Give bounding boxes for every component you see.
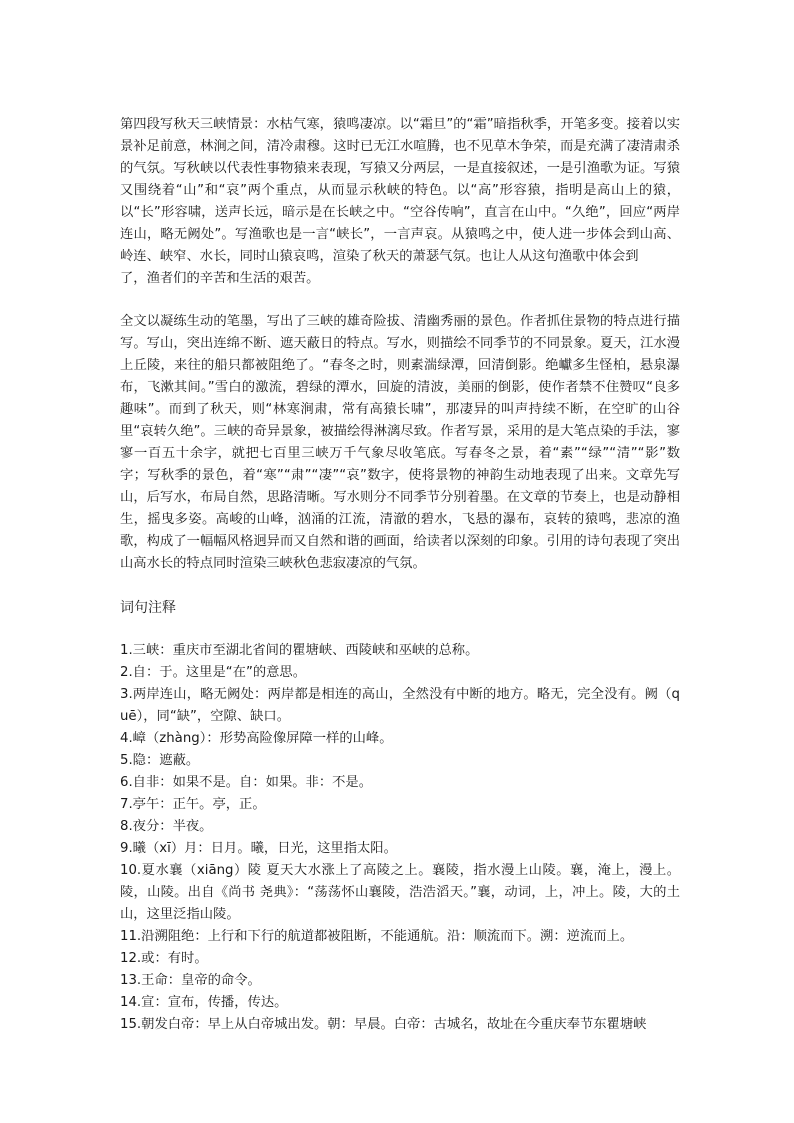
paragraph-summary: 全文以凝练生动的笔墨，写出了三峡的雄奇险拔、清幽秀丽的景色。作者抓住景物的特点进行描写。写山，突出连绵不断、遮天蔽日的特点。写水，则描绘不同季节的不同景象。夏天，江水漫上丘陵，来往的船只都被阻绝了。“春冬之时，则素湍绿潭，回清倒影。绝巘多生怪柏，悬泉瀑布，飞漱其间。”雪白的激流，碧绿的潭水，回旋的清波，美丽的倒影，使作者禁不住赞叹“良多趣味”。而到了秋天，则“林寒涧肃，常有高猿长啸”，那凄异的叫声持续不断，在空旷的山谷里“哀转久绝”。三峡的奇异景象，被描绘得淋漓尽致。作者写景，采用的是大笔点染的手法，寥寥一百五十余字，就把七百里三峡万千气象尽收笔底。写春冬之景，着“素”“绿”“清”“影”数字；写秋季的景色，着“寒”“肃”“凄”“哀”数字，使将景物的神韵生动地表现了出来。文章先写山，后写水，布局自然，思路清晰。写水则分不同季节分别着墨。在文章的节奏上，也是动静相生，摇曳多姿。高峻的山峰，汹涌的江流，清澈的碧水，飞悬的瀑布，哀转的猿鸣，悲凉的渔歌，构成了一幅幅风格迥异而又自然和谐的画面，给读者以深刻的印象。引用的诗句表现了突出山高水长的特点同时渲染三峡秋色悲寂凄凉的气氛。 <box>120 314 680 571</box>
note-item: 12.或：有时。 <box>120 951 208 966</box>
notes-heading: 词句注释 <box>120 600 176 616</box>
note-item: 9.曦（xī）月：日月。曦，日光，这里指太阳。 <box>120 841 397 856</box>
note-item: 3.两岸连山，略无阙处：两岸都是相连的高山，全然没有中断的地方。略无，完全没有。阙（quē），同“缺”，空隙、缺口。 <box>120 687 680 724</box>
paragraph-spacer <box>120 290 680 311</box>
paragraph-text: 第四段写秋天三峡情景：水枯气寒，猿鸣凄凉。以“霜旦”的“霜”暗指秋季，开笔多变。接着以实景补足前意，林涧之间，清冷肃穆。这时已无江水喧腾，也不见草木争荣，而是充满了凄清肃杀的气氛。写秋峡以代表性事物猿来表现，写猿又分两层，一是直接叙述，一是引渔歌为证。写猿又围绕着“山”和“哀”两个重点，从而显示秋峡的特色。以“高”形容猿，指明是高山上的猿，以“长”形容啸，送声长远，暗示是在长峡之中。“空谷传响”，直言在山中。“久绝”，回应“两岸连山，略无阙处”。写渔歌也是一言“峡长”，一言声哀。从猿鸣之中，使人进一步体会到山高、岭连、峡窄、水长，同时山猿哀鸣，渲染了秋天的萧瑟气氛。也让人从这句渔歌中体会到 <box>120 117 680 264</box>
note-item: 14.宣：宣布，传播，传达。 <box>120 995 288 1010</box>
note-item: 1.三峡：重庆市至湖北省间的瞿塘峡、西陵峡和巫峡的总称。 <box>120 643 479 658</box>
document-body <box>120 114 680 1036</box>
note-item: 2.自：于。这里是“在”的意思。 <box>120 665 307 680</box>
note-item: 8.夜分：半夜。 <box>120 819 213 834</box>
note-item: 4.嶂（zhàng）：形势高险像屏障一样的山峰。 <box>120 731 393 746</box>
note-item: 11.沿溯阻绝：上行和下行的航道都被阻断，不能通航。沿：顺流而下。溯：逆流而上。 <box>120 929 634 944</box>
note-item: 13.王命：皇帝的命令。 <box>120 973 261 988</box>
note-item: 7.亭午：正午。亭，正。 <box>120 797 266 812</box>
paragraph-autumn-analysis <box>120 114 680 290</box>
section-spacer <box>120 575 680 597</box>
note-item: 10.夏水襄（xiāng）陵 夏天大水涨上了高陵之上。襄陵，指水漫上山陵。襄，淹上，漫上。陵，山陵。出自《尚书 尧典》：“荡荡怀山襄陵，浩浩滔天。”襄，动词，上，冲上。陵，大的土山，这里泛指山陵。 <box>120 863 680 922</box>
notes-list <box>120 640 680 1036</box>
paragraph-text-continued: 了，渔者们的辛苦和生活的艰苦。 <box>120 271 320 286</box>
note-item: 5.隐：遮蔽。 <box>120 753 200 768</box>
note-item: 15.朝发白帝：早上从白帝城出发。朝：早晨。白帝：古城名，故址在今重庆奉节东瞿塘峡 <box>120 1017 647 1032</box>
heading-spacer <box>120 619 680 640</box>
note-item: 6.自非：如果不是。自：如果。非：不是。 <box>120 775 373 790</box>
